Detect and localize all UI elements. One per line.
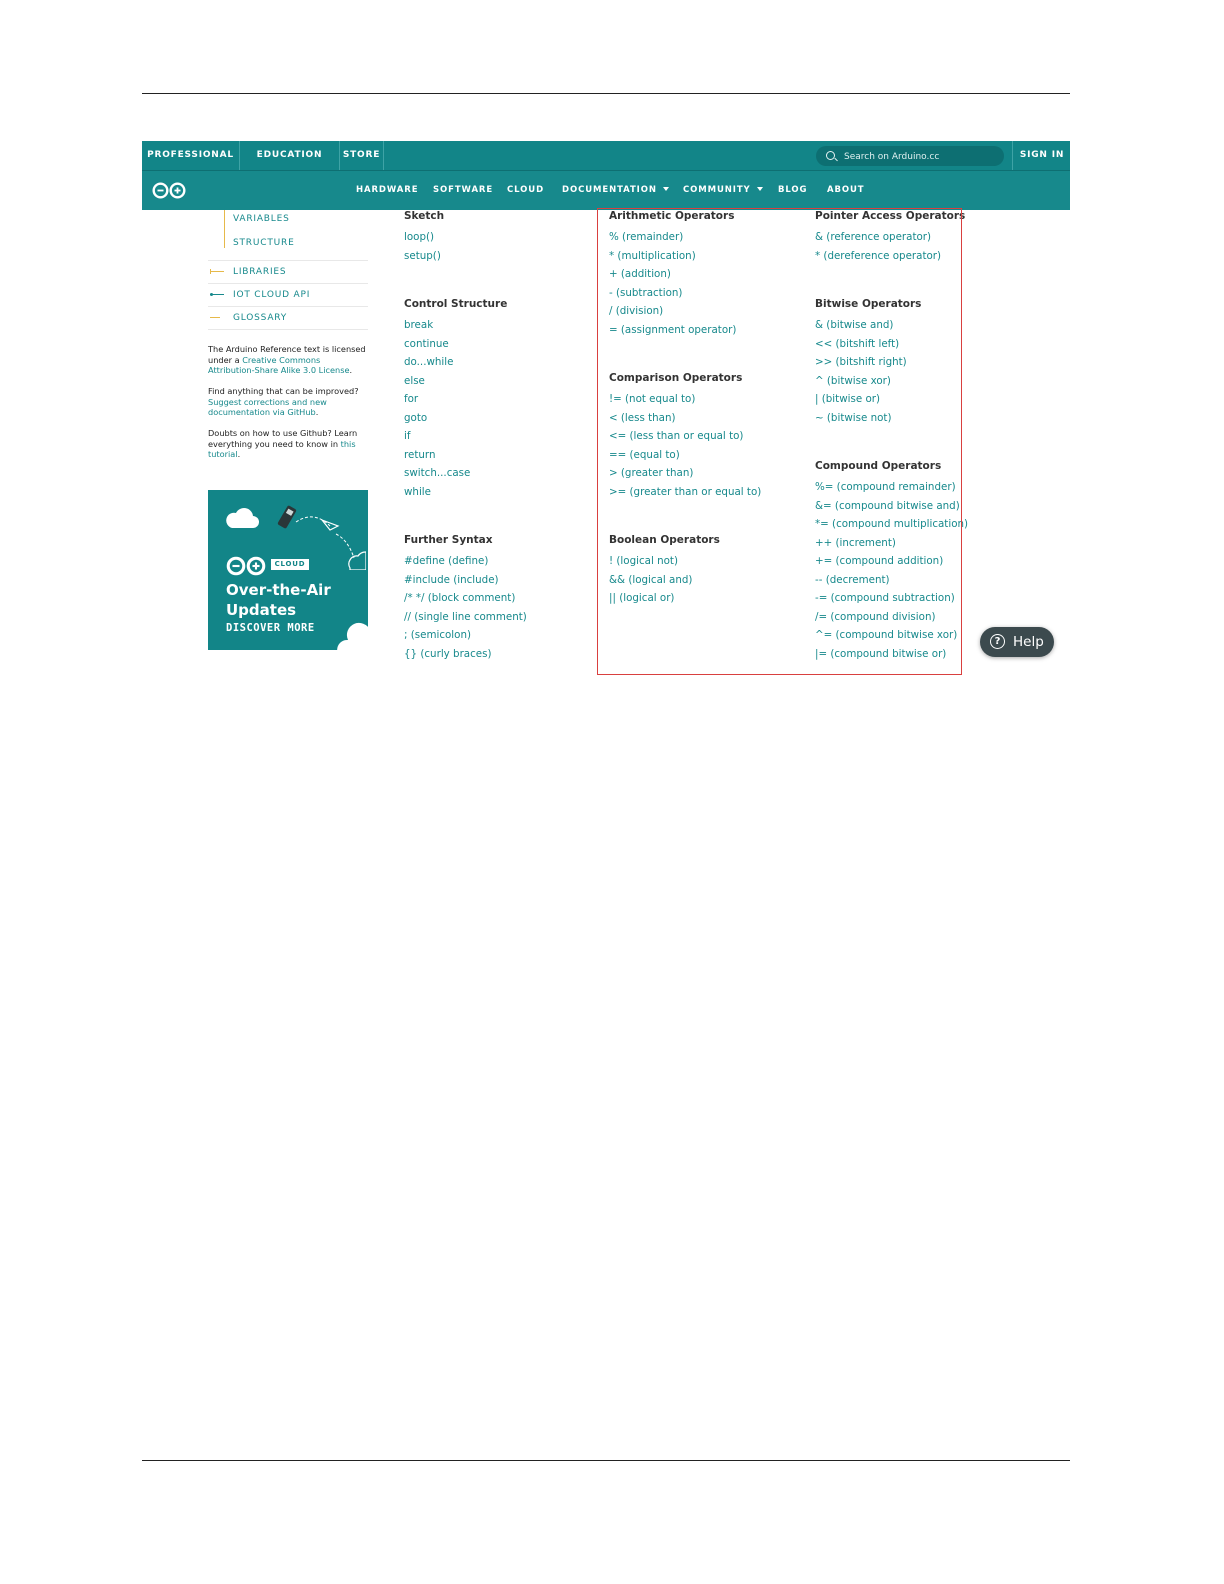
nav-hardware[interactable]: HARDWARE	[356, 185, 419, 195]
nav-software[interactable]: SOFTWARE	[433, 185, 494, 195]
ota-updates-banner[interactable]	[208, 490, 368, 650]
list-item[interactable]: > (greater than)	[609, 467, 694, 479]
main-nav	[142, 171, 1070, 210]
list-item[interactable]: #define (define)	[404, 555, 489, 567]
list-item[interactable]: &= (compound bitwise and)	[815, 499, 960, 512]
list-item[interactable]: %= (compound remainder)	[815, 481, 956, 493]
list-item[interactable]: || (logical or)	[609, 592, 675, 604]
section-title: Bitwise Operators	[815, 298, 922, 310]
nav-education[interactable]: EDUCATION	[240, 141, 340, 170]
improve-note	[208, 386, 368, 418]
list-item[interactable]: if	[404, 430, 411, 442]
sidebar-item-libraries[interactable]	[208, 260, 368, 283]
list-item[interactable]: else	[404, 374, 425, 387]
sidebar-item-label: GLOSSARY	[233, 313, 288, 323]
list-item[interactable]: /= (compound division)	[815, 610, 936, 623]
list-item[interactable]: & (bitwise and)	[815, 319, 894, 331]
list-item[interactable]: do...while	[404, 356, 454, 368]
search-input[interactable]	[842, 148, 996, 166]
list-item[interactable]: == (equal to)	[609, 448, 680, 461]
arduino-reference-screenshot	[142, 141, 1070, 681]
list-item[interactable]: < (less than)	[609, 411, 676, 424]
cloud-badge: CLOUD	[271, 559, 309, 570]
list-item[interactable]: -- (decrement)	[815, 573, 890, 586]
help-label: Help	[1013, 634, 1044, 650]
help-button[interactable]	[980, 627, 1054, 657]
improve-text: Find anything that can be improved?	[208, 386, 359, 396]
list-item[interactable]: continue	[404, 337, 449, 350]
chevron-down-icon	[663, 187, 669, 191]
question-icon: ?	[990, 634, 1005, 649]
list-item[interactable]: ++ (increment)	[815, 536, 896, 549]
group-further-syntax	[404, 534, 527, 663]
license-end: .	[349, 365, 353, 376]
list-item[interactable]: / (division)	[609, 305, 664, 317]
suggest-corrections-link[interactable]: Suggest corrections and new documentation via GitHub	[208, 396, 327, 418]
list-item[interactable]: ^ (bitwise xor)	[815, 374, 891, 387]
list-item[interactable]: return	[404, 448, 436, 461]
nav-about[interactable]: ABOUT	[827, 185, 865, 195]
list-item[interactable]: while	[404, 485, 432, 498]
list-item[interactable]: << (bitshift left)	[815, 337, 900, 350]
license-note	[208, 344, 368, 376]
list-item[interactable]: ^= (compound bitwise xor)	[815, 629, 958, 641]
nav-cloud[interactable]: CLOUD	[507, 185, 545, 195]
list-item[interactable]: ; (semicolon)	[404, 629, 472, 641]
license-text: The Arduino Reference text is licensed under a	[208, 344, 366, 365]
list-item[interactable]: = (assignment operator)	[609, 323, 737, 336]
list-item[interactable]: goto	[404, 411, 428, 424]
github-note	[208, 428, 368, 460]
list-item[interactable]: switch...case	[404, 467, 471, 479]
list-item[interactable]: <= (less than or equal to)	[609, 430, 744, 442]
list-item[interactable]: * (dereference operator)	[815, 249, 942, 262]
list-item[interactable]: & (reference operator)	[815, 231, 932, 243]
list-item[interactable]: % (remainder)	[609, 231, 684, 243]
list-item[interactable]: | (bitwise or)	[815, 393, 880, 405]
list-item[interactable]: && (logical and)	[609, 573, 693, 586]
nav-documentation[interactable]	[562, 171, 669, 210]
github-text: Doubts on how to use Github? Learn everything you need to know in	[208, 428, 358, 449]
section-title: Comparison Operators	[609, 372, 743, 384]
section-title: Boolean Operators	[609, 534, 720, 546]
arduino-cloud-logo-icon	[226, 556, 266, 576]
list-item[interactable]: #include (include)	[404, 573, 499, 586]
page-top-rule	[142, 93, 1070, 94]
list-item[interactable]: -= (compound subtraction)	[815, 592, 955, 604]
nav-documentation-label: DOCUMENTATION	[562, 185, 657, 195]
list-item[interactable]: setup()	[404, 249, 441, 262]
section-title: Compound Operators	[815, 460, 942, 472]
group-control-structure	[404, 298, 507, 501]
iot-cloud-api-icon	[210, 294, 224, 295]
list-item[interactable]: * (multiplication)	[609, 249, 696, 262]
license-link[interactable]: Creative Commons Attribution-Share Alike 3.0 License	[208, 354, 350, 376]
promo-title: Over-the-Air Updates	[226, 581, 331, 619]
section-title: Further Syntax	[404, 534, 493, 546]
list-item[interactable]: >= (greater than or equal to)	[609, 485, 762, 498]
tutorial-link[interactable]: this tutorial	[208, 438, 356, 460]
sidebar-item-iot-cloud-api[interactable]	[208, 283, 368, 306]
cloud-corner-decoration	[334, 616, 368, 650]
sign-in-button[interactable]: SIGN IN	[1012, 141, 1071, 170]
chevron-down-icon	[757, 187, 763, 191]
top-bar	[142, 141, 1070, 171]
github-end: .	[237, 449, 241, 460]
discover-more-link[interactable]: DISCOVER MORE	[226, 622, 315, 634]
group-sketch	[404, 210, 444, 265]
list-item[interactable]: /* */ (block comment)	[404, 592, 516, 604]
section-title: Arithmetic Operators	[609, 210, 735, 222]
list-item[interactable]: for	[404, 393, 419, 405]
section-title: Sketch	[404, 210, 445, 222]
improve-end: .	[315, 407, 319, 418]
search-box[interactable]	[816, 146, 1004, 166]
arduino-logo-icon[interactable]	[152, 182, 186, 199]
search-icon	[826, 151, 835, 160]
nav-blog[interactable]: BLOG	[778, 185, 808, 195]
cloud-icon	[224, 504, 260, 530]
list-item[interactable]: // (single line comment)	[404, 610, 527, 623]
list-item[interactable]: |= (compound bitwise or)	[815, 647, 947, 660]
nav-community-label: COMMUNITY	[683, 185, 751, 195]
section-title: Pointer Access Operators	[815, 210, 966, 222]
list-item[interactable]: != (not equal to)	[609, 393, 696, 405]
sidebar-subitem-variables[interactable]: VARIABLES	[233, 214, 290, 224]
sidebar-subitem-structure[interactable]: STRUCTURE	[233, 238, 295, 248]
sidebar-item-glossary[interactable]	[208, 306, 368, 330]
glossary-icon	[210, 317, 220, 318]
sidebar-item-label: IOT CLOUD API	[233, 290, 311, 300]
libraries-icon	[210, 271, 224, 272]
list-item[interactable]: += (compound addition)	[815, 555, 944, 567]
list-item[interactable]: loop()	[404, 231, 435, 243]
nav-community[interactable]	[683, 171, 763, 210]
list-item[interactable]: {} (curly braces)	[404, 647, 492, 660]
list-item[interactable]: + (addition)	[609, 268, 671, 280]
list-item[interactable]: ~ (bitwise not)	[815, 411, 892, 424]
highlight-box	[597, 208, 962, 675]
list-item[interactable]: >> (bitshift right)	[815, 356, 907, 368]
sidebar-tree-line	[224, 210, 225, 248]
nav-professional[interactable]: PROFESSIONAL	[142, 141, 240, 170]
list-item[interactable]: *= (compound multiplication)	[815, 518, 969, 530]
list-item[interactable]: ! (logical not)	[609, 555, 678, 567]
nav-store[interactable]: STORE	[340, 141, 384, 170]
section-title: Control Structure	[404, 298, 508, 310]
list-item[interactable]: break	[404, 319, 434, 331]
list-item[interactable]: - (subtraction)	[609, 286, 683, 299]
sidebar-item-label: LIBRARIES	[233, 267, 287, 277]
page-bottom-rule	[142, 1460, 1070, 1461]
